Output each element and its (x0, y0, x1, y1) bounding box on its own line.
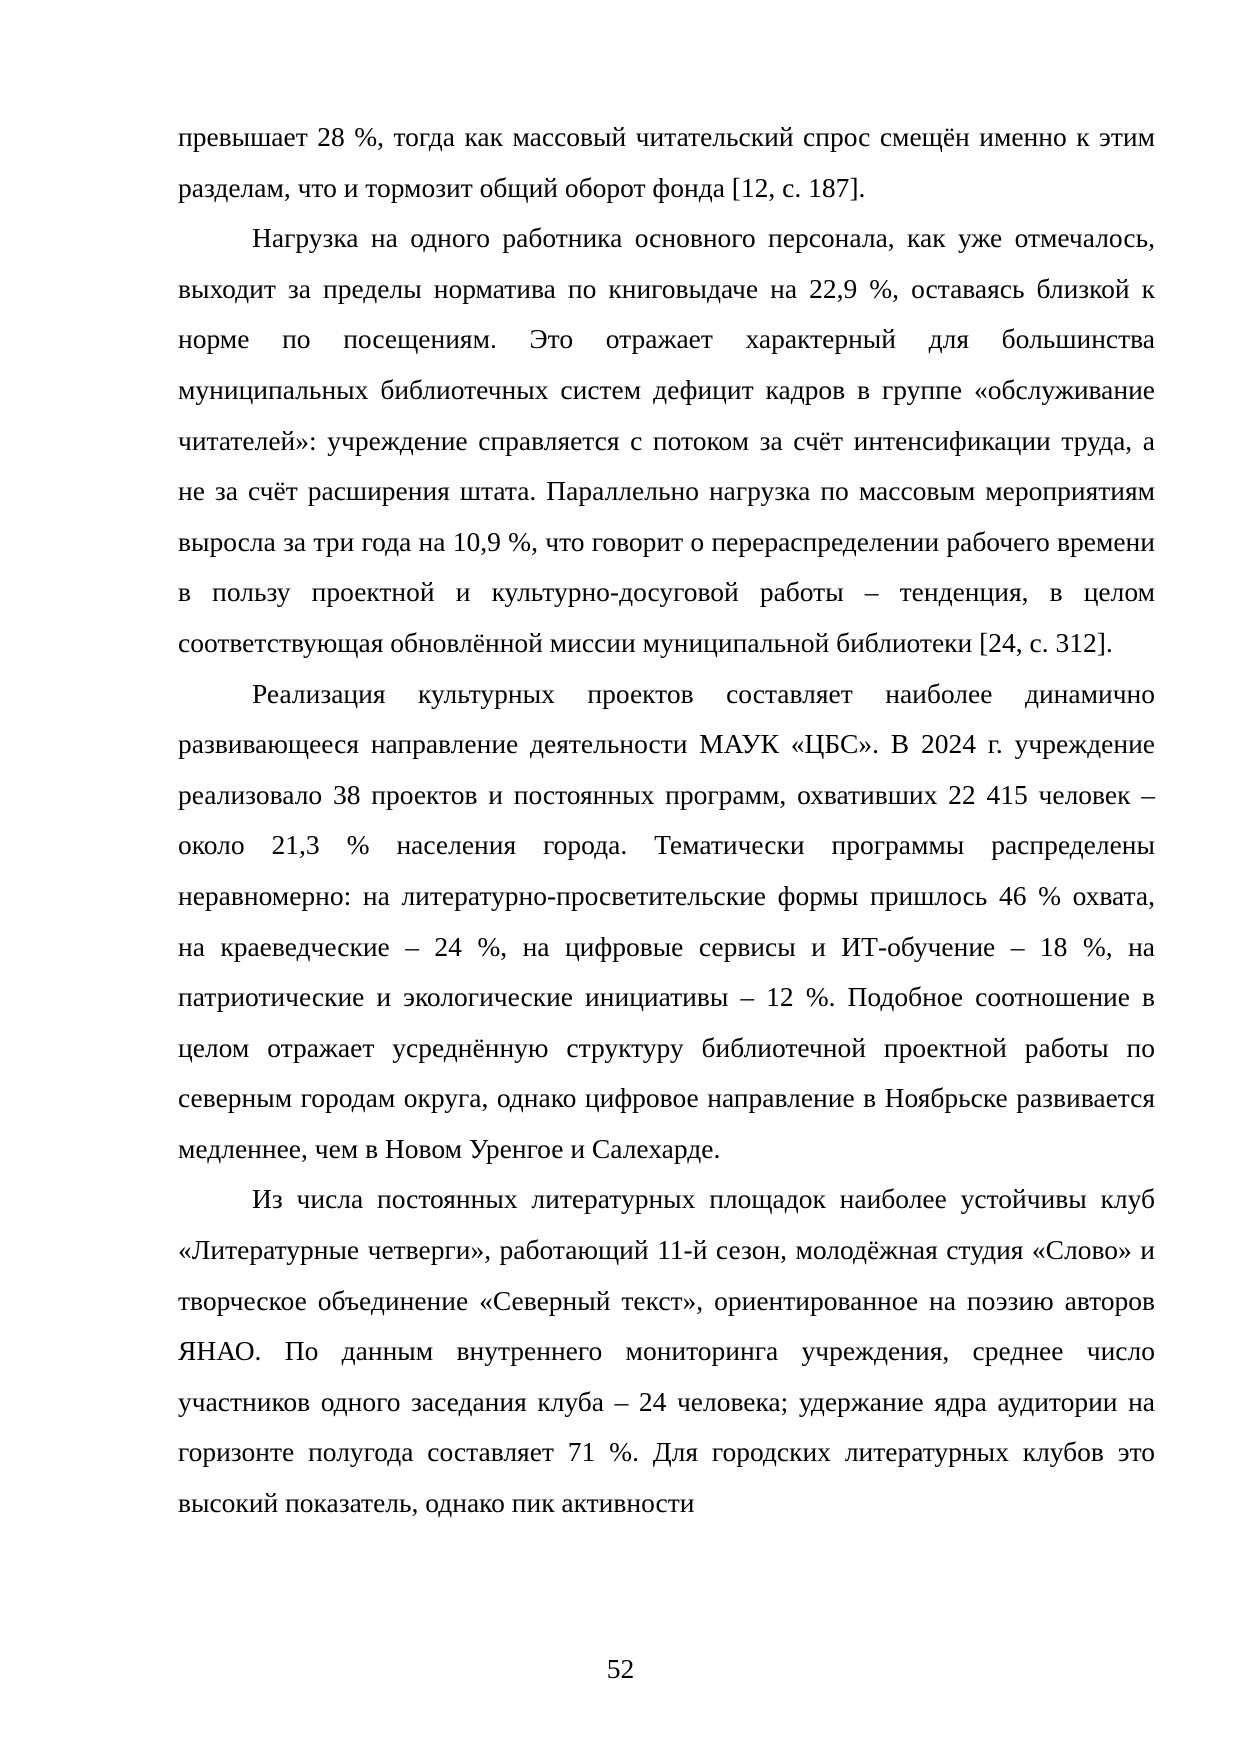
paragraph-cultural-projects: Реализация культурных проектов составляет наиболее динамично развивающееся направление деятельности МАУК «ЦБС». В 2024 г. учреждение реализовало 38 проектов и постоянных программ, охвативших 22 415 человек – около 21,3 % населения города. Тематически программы распределены неравномерно: на литературно-просветительские формы пришлось 46 % охвата, на краеведческие – 24 %, на цифровые сервисы и ИТ-обучение – 18 %, на патриотические и экологические инициативы – 12 %. Подобное соотношение в целом отражает усреднённую структуру библиотечной проектной работы по северным городам округа, однако цифровое направление в Ноябрьске развивается медленнее, чем в Новом Уренгое и Салехарде. (178, 677, 1155, 1164)
page-number: 52 (606, 1653, 635, 1684)
paragraph-literary-clubs: Из числа постоянных литературных площадок наиболее устойчивы клуб «Литературные четверги», работающий 11-й сезон, молодёжная студия «Слово» и творческое объединение «Северный текст», ориентированное на поэзию авторов ЯНАО. По данным внутреннего мониторинга учреждения, среднее число участников одного заседания клуба – 24 человека; удержание ядра аудитории на горизонте полугода составляет 71 %. Для городских литературных клубов это высокий показатель, однако пик активности (178, 1183, 1155, 1519)
paragraph-continuation: превышает 28 %, тогда как массовый читательский спрос смещён именно к этим разделам, что и тормозит общий оборот фонда [12, с. 187]. (178, 121, 1155, 203)
body-text (178, 112, 1155, 1529)
paragraph-staff-workload: Нагрузка на одного работника основного персонала, как уже отмечалось, выходит за пределы норматива по книговыдаче на 22,9 %, оставаясь близкой к норме по посещениям. Это отражает характерный для большинства муниципальных библиотечных систем дефицит кадров в группе «обслуживание читателей»: учреждение справляется с потоком за счёт интенсификации труда, а не за счёт расширения штата. Параллельно нагрузка по массовым мероприятиям выросла за три года на 10,9 %, что говорит о перераспределении рабочего времени в пользу проектной и культурно-досуговой работы – тенденция, в целом соответствующая обновлённой миссии муниципальной библиотеки [24, с. 312]. (178, 222, 1155, 658)
